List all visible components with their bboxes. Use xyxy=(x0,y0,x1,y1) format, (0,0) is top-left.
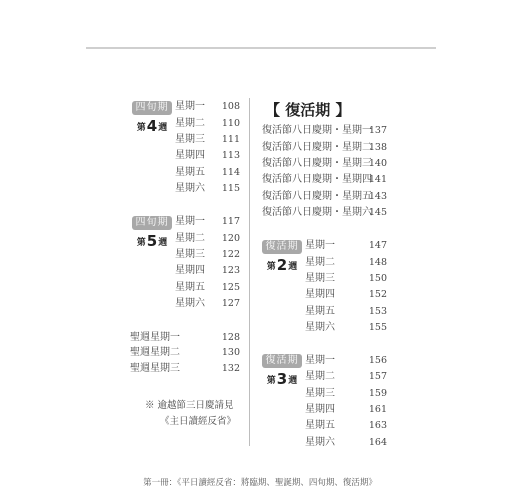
entry-page: 147 xyxy=(368,240,387,251)
entry-label: 星期四 xyxy=(305,404,335,415)
entry-label: 星期四 xyxy=(175,150,205,161)
toc-entry[interactable] xyxy=(130,361,240,377)
entry-page: 123 xyxy=(221,265,240,276)
entry-page: 145 xyxy=(368,207,387,218)
toc-entry[interactable] xyxy=(175,247,240,263)
entry-label: 復活節八日慶期・星期五 xyxy=(262,191,372,202)
entry-page: 156 xyxy=(368,355,387,366)
toc-entry[interactable] xyxy=(305,353,387,369)
badge-prefix: 第 xyxy=(266,376,276,386)
entry-label: 星期五 xyxy=(305,420,335,431)
entry-page: 114 xyxy=(221,167,240,178)
toc-entry[interactable] xyxy=(305,287,387,303)
badge-prefix: 第 xyxy=(136,123,146,133)
toc-entry[interactable] xyxy=(305,369,387,385)
entry-page: 148 xyxy=(368,257,387,268)
badge-week-number: 4 xyxy=(146,117,158,135)
entry-page: 120 xyxy=(221,233,240,244)
entry-page: 138 xyxy=(368,142,387,153)
entry-page: 150 xyxy=(368,273,387,284)
toc-entry[interactable] xyxy=(262,205,387,221)
toc-entry[interactable] xyxy=(305,435,387,451)
entry-page: 164 xyxy=(368,437,387,448)
entry-label: 星期一 xyxy=(305,355,335,366)
entry-page: 122 xyxy=(221,249,240,260)
toc-entry[interactable] xyxy=(305,418,387,434)
toc-entry[interactable] xyxy=(262,123,387,139)
toc-entry[interactable] xyxy=(175,99,240,115)
toc-entry[interactable] xyxy=(305,402,387,418)
entry-label: 星期二 xyxy=(305,371,335,382)
entry-label: 星期一 xyxy=(305,240,335,251)
entry-label: 星期六 xyxy=(305,322,335,333)
toc-entry[interactable] xyxy=(175,165,240,181)
entry-label: 復活節八日慶期・星期二 xyxy=(262,142,372,153)
entry-page: 111 xyxy=(221,134,240,145)
entry-page: 143 xyxy=(368,191,387,202)
entry-page: 132 xyxy=(221,363,240,374)
toc-entry[interactable] xyxy=(175,181,240,197)
entry-page: 161 xyxy=(368,404,387,415)
page-footer: 第一冊：《平日讀經反省：將臨期、聖誕期、四旬期、復活期》 xyxy=(143,478,377,488)
entry-label: 星期二 xyxy=(175,233,205,244)
badge-prefix: 第 xyxy=(136,238,146,248)
lent-week-4-badge xyxy=(132,101,172,135)
toc-entry[interactable] xyxy=(175,148,240,164)
entry-label: 星期三 xyxy=(175,134,205,145)
easter-week-2-badge xyxy=(262,240,302,274)
entry-page: 125 xyxy=(221,282,240,293)
toc-entry[interactable] xyxy=(175,280,240,296)
entry-page: 128 xyxy=(221,332,240,343)
toc-entry[interactable] xyxy=(262,172,387,188)
triduum-note-line-2: 《主日讀經反省》 xyxy=(160,416,237,427)
triduum-note-line-1: ※ 逾越節三日慶請見 xyxy=(145,400,234,411)
entry-label: 星期三 xyxy=(305,273,335,284)
toc-entry[interactable] xyxy=(262,156,387,172)
badge-season-label: 復活期 xyxy=(262,240,302,254)
entry-label: 星期二 xyxy=(175,118,205,129)
badge-week-number: 2 xyxy=(276,256,288,274)
entry-label: 星期一 xyxy=(175,101,205,112)
entry-label: 復活節八日慶期・星期四 xyxy=(262,174,372,185)
entry-page: 127 xyxy=(221,298,240,309)
entry-label: 星期三 xyxy=(305,388,335,399)
badge-suffix: 週 xyxy=(288,376,298,386)
badge-season-label: 復活期 xyxy=(262,354,302,368)
badge-season-label: 四旬期 xyxy=(132,216,172,230)
entry-label: 星期五 xyxy=(175,167,205,178)
toc-entry[interactable] xyxy=(175,132,240,148)
entry-label: 星期一 xyxy=(175,216,205,227)
toc-entry[interactable] xyxy=(175,296,240,312)
entry-page: 113 xyxy=(221,150,240,161)
entry-label: 星期四 xyxy=(305,289,335,300)
entry-label: 星期五 xyxy=(175,282,205,293)
badge-season-label: 四旬期 xyxy=(132,101,172,115)
toc-entry[interactable] xyxy=(130,345,240,361)
entry-label: 星期六 xyxy=(175,298,205,309)
entry-page: 152 xyxy=(368,289,387,300)
entry-page: 163 xyxy=(368,420,387,431)
entry-label: 星期五 xyxy=(305,306,335,317)
toc-entry[interactable] xyxy=(305,238,387,254)
entry-page: 108 xyxy=(221,101,240,112)
badge-week-label xyxy=(132,232,172,250)
entry-label: 星期六 xyxy=(175,183,205,194)
entry-label: 聖週星期三 xyxy=(130,363,180,374)
toc-entry[interactable] xyxy=(175,263,240,279)
toc-entry[interactable] xyxy=(175,214,240,230)
section-title: 【 復活期 】 xyxy=(265,101,351,119)
toc-entry[interactable] xyxy=(305,386,387,402)
badge-suffix: 週 xyxy=(288,262,298,272)
column-divider xyxy=(249,98,250,446)
toc-entry[interactable] xyxy=(175,116,240,132)
entry-page: 155 xyxy=(368,322,387,333)
entry-label: 星期二 xyxy=(305,257,335,268)
badge-week-label xyxy=(132,117,172,135)
toc-entry[interactable] xyxy=(305,304,387,320)
entry-page: 117 xyxy=(221,216,240,227)
entry-page: 115 xyxy=(221,183,240,194)
easter-week-3-badge xyxy=(262,354,302,388)
entry-label: 星期四 xyxy=(175,265,205,276)
entry-label: 復活節八日慶期・星期一 xyxy=(262,125,372,136)
toc-entry[interactable] xyxy=(305,320,387,336)
entry-label: 聖週星期二 xyxy=(130,347,180,358)
badge-week-number: 5 xyxy=(146,232,158,250)
toc-entry[interactable] xyxy=(130,330,240,346)
toc-entry[interactable] xyxy=(262,189,387,205)
toc-entry[interactable] xyxy=(262,140,387,156)
entry-page: 153 xyxy=(368,306,387,317)
entry-page: 130 xyxy=(221,347,240,358)
badge-suffix: 週 xyxy=(158,123,168,133)
entry-page: 157 xyxy=(368,371,387,382)
entry-page: 137 xyxy=(368,125,387,136)
toc-entry[interactable] xyxy=(305,255,387,271)
badge-week-label xyxy=(262,256,302,274)
entry-label: 復活節八日慶期・星期三 xyxy=(262,158,372,169)
entry-page: 140 xyxy=(368,158,387,169)
entry-label: 星期三 xyxy=(175,249,205,260)
entry-label: 聖週星期一 xyxy=(130,332,180,343)
badge-prefix: 第 xyxy=(266,262,276,272)
entry-page: 159 xyxy=(368,388,387,399)
entry-page: 141 xyxy=(368,174,387,185)
badge-week-number: 3 xyxy=(276,370,288,388)
badge-suffix: 週 xyxy=(158,238,168,248)
lent-week-5-badge xyxy=(132,216,172,250)
entry-label: 星期六 xyxy=(305,437,335,448)
toc-entry[interactable] xyxy=(305,271,387,287)
entry-page: 110 xyxy=(221,118,240,129)
top-rule xyxy=(86,47,436,49)
toc-entry[interactable] xyxy=(175,231,240,247)
entry-label: 復活節八日慶期・星期六 xyxy=(262,207,372,218)
badge-week-label xyxy=(262,370,302,388)
